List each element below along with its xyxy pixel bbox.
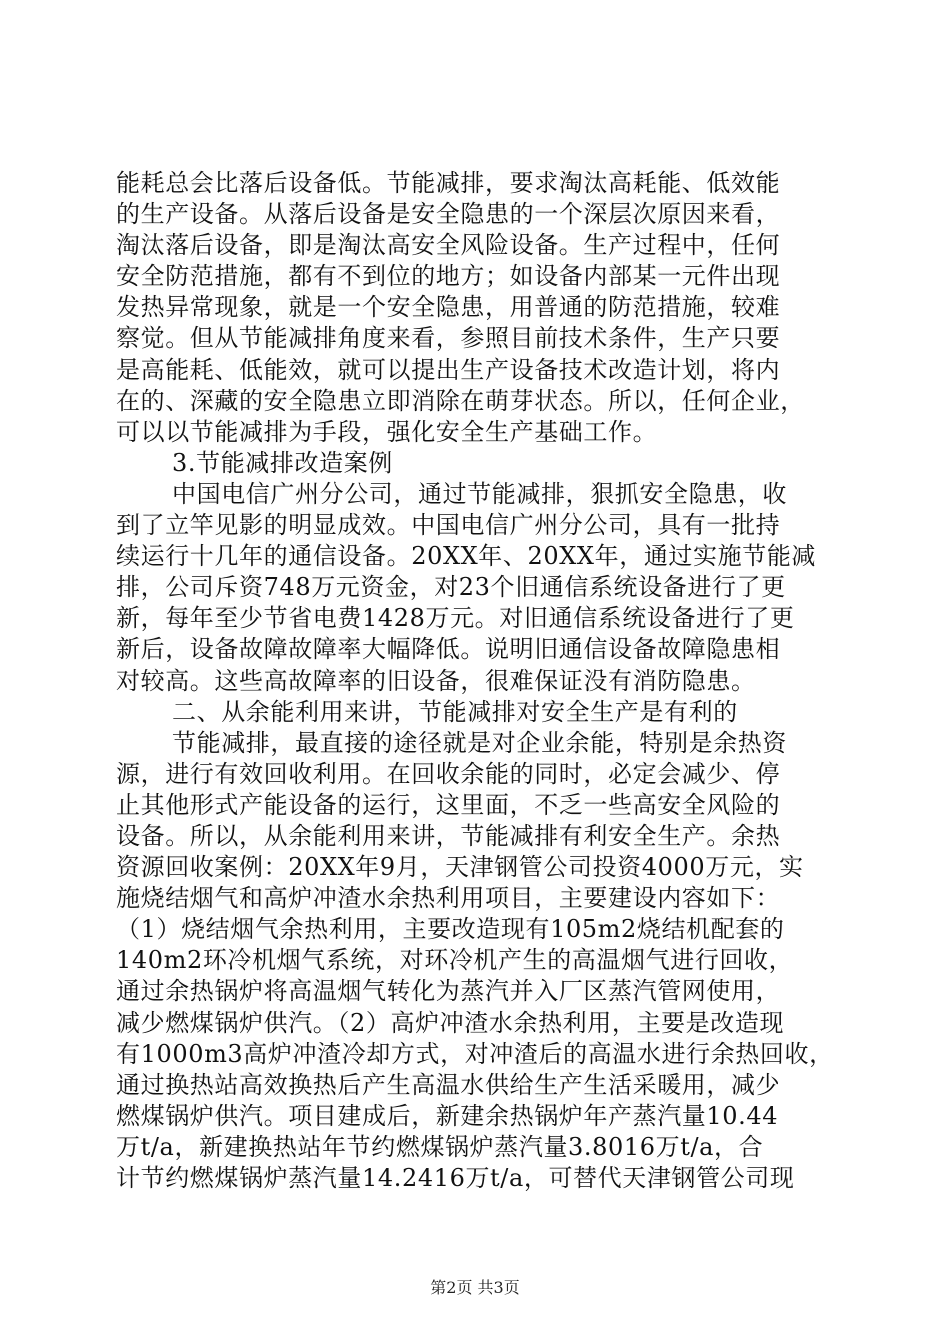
text-line: 源，进行有效回收利用。在回收余能的同时，必定会减少、停 (116, 759, 781, 788)
text-line: 通过余热锅炉将高温烟气转化为蒸汽并入厂区蒸汽管网使用， (116, 977, 781, 1006)
text-line: 发热异常现象，就是一个安全隐患，用普通的防范措施，较难 (116, 293, 781, 322)
text-line: 淘汰落后设备，即是淘汰高安全风险设备。生产过程中，任何 (116, 231, 781, 260)
text-line: 节能减排，最直接的途径就是对企业余能，特别是余热资 (172, 728, 787, 757)
text-line: 的生产设备。从落后设备是安全隐患的一个深层次原因来看， (116, 200, 781, 229)
body-text (116, 168, 856, 1194)
text-line: 万t/a，新建换热站年节约燃煤锅炉蒸汽量3.8016万t/a，合 (116, 1132, 764, 1161)
text-line: 到了立竿见影的明显成效。中国电信广州分公司，具有一批持 (116, 511, 781, 540)
text-line: 计节约燃煤锅炉蒸汽量14.2416万t/a，可替代天津钢管公司现 (116, 1164, 795, 1192)
text-line: 施烧结烟气和高炉冲渣水余热利用项目，主要建设内容如下： (116, 884, 781, 913)
text-line: 可以以节能减排为手段，强化安全生产基础工作。 (116, 417, 658, 446)
text-line: 在的、深藏的安全隐患立即消除在萌芽状态。所以，任何企业， (116, 386, 805, 415)
text-line: 新后，设备故障故障率大幅降低。说明旧通信设备故障隐患相 (116, 635, 781, 664)
text-line: 二、从余能利用来讲，节能减排对安全生产是有利的 (172, 697, 738, 726)
text-line: 对较高。这些高故障率的旧设备，很难保证没有消防隐患。 (116, 666, 756, 695)
text-line: 设备。所以，从余能利用来讲，节能减排有利安全生产。余热 (116, 821, 781, 850)
text-line: 资源回收案例：20XX年9月，天津钢管公司投资4000万元，实 (116, 853, 804, 882)
text-line: 是高能耗、低能效，就可以提出生产设备技术改造计划，将内 (116, 355, 781, 384)
text-line: 有1000m3高炉冲渣冷却方式，对冲渣后的高温水进行余热回收， (116, 1039, 834, 1068)
text-line: 中国电信广州分公司，通过节能减排，狠抓安全隐患，收 (172, 479, 787, 508)
page-footer: 第2页 共3页 (430, 1278, 520, 1297)
text-line: 减少燃煤锅炉供汽。（2）高炉冲渣水余热利用，主要是改造现 (116, 1008, 785, 1037)
text-line: 安全防范措施，都有不到位的地方；如设备内部某一元件出现 (116, 262, 781, 291)
text-line: 新，每年至少节省电费1428万元。对旧通信系统设备进行了更 (116, 604, 795, 633)
text-line: 察觉。但从节能减排角度来看，参照目前技术条件，生产只要 (116, 324, 781, 353)
text-line: 止其他形式产能设备的运行，这里面，不乏一些高安全风险的 (116, 790, 781, 819)
text-line: 能耗总会比落后设备低。节能减排，要求淘汰高耗能、低效能 (116, 169, 781, 197)
text-line: 140m2环冷机烟气系统，对环冷机产生的高温烟气进行回收， (116, 946, 794, 975)
text-line: 3.节能减排改造案例 (172, 448, 393, 477)
text-line: 通过换热站高效换热后产生高温水供给生产生活采暖用，减少 (116, 1070, 781, 1099)
text-line: 燃煤锅炉供汽。项目建成后，新建余热锅炉年产蒸汽量10.44 (116, 1101, 779, 1130)
text-line: 排，公司斥资748万元资金，对23个旧通信系统设备进行了更 (116, 573, 786, 602)
text-line: （1）烧结烟气余热利用，主要改造现有105m2烧结机配套的 (116, 915, 785, 944)
text-line: 续运行十几年的通信设备。20XX年、20XX年，通过实施节能减 (116, 542, 817, 571)
